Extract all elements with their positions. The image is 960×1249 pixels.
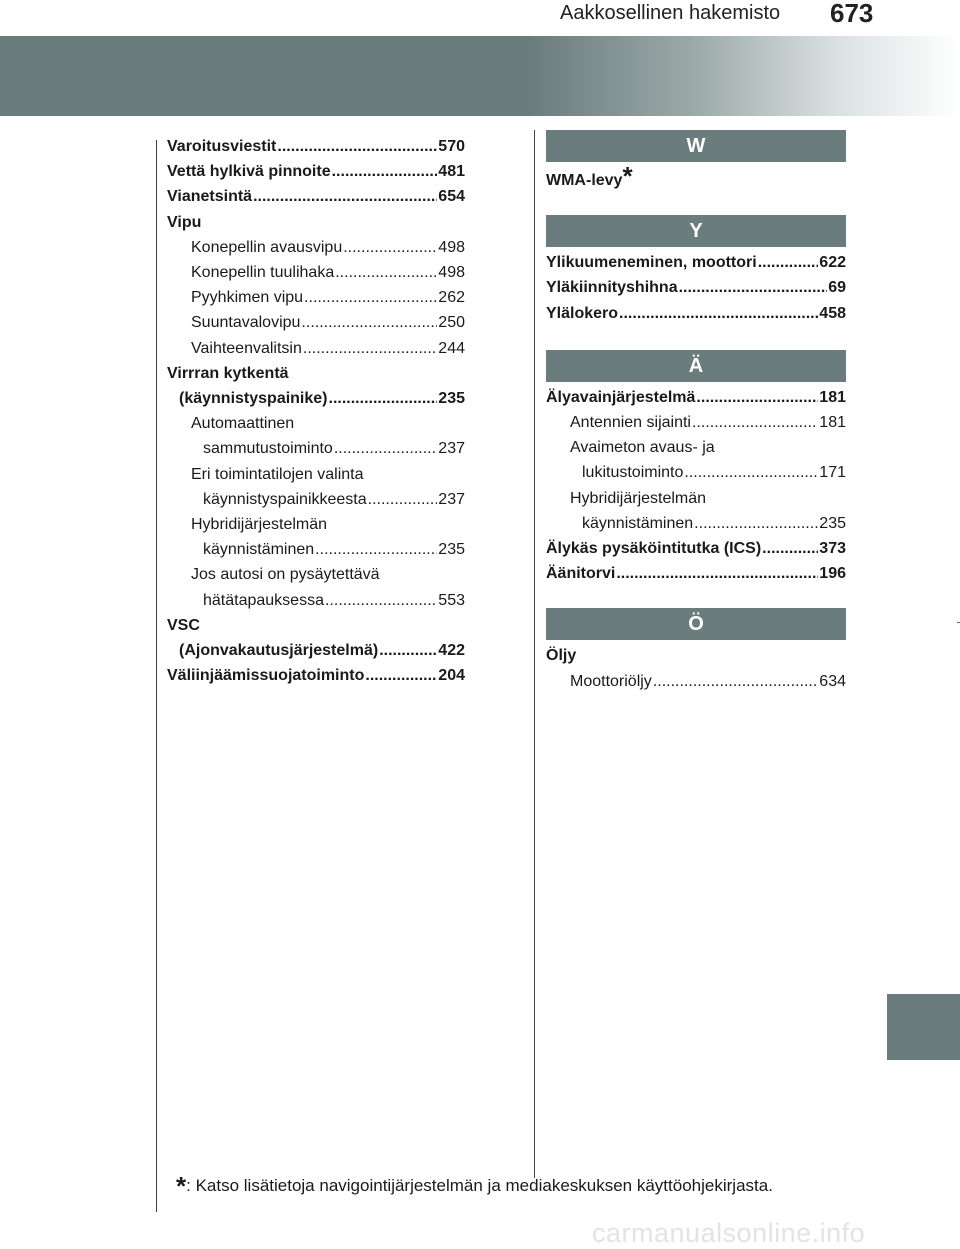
page-number: 673 [830,0,874,28]
footnote-mark: * [622,161,633,191]
entry-page: 262 [438,289,465,307]
entry-label: WMA-levy [546,172,623,189]
index-subheading: Hybridijärjestelmän [191,516,328,534]
letter-heading-w: W [546,130,846,162]
entry-page: 181 [819,414,846,432]
entry-page: 244 [438,339,465,357]
index-heading: Vipu [167,213,202,231]
index-entry [167,134,465,159]
entry-label: käynnistäminen [203,541,315,559]
header-banner [0,36,960,116]
entry-label: Vaihteenvalitsin [191,339,302,357]
index-subentry [167,336,465,361]
letter-heading-ae: Ä [546,350,846,382]
index-subentry [167,537,465,562]
entry-label: Pyyhkimen vipu [191,289,304,307]
index-entry [167,638,465,663]
entry-page: 458 [819,304,846,322]
index-heading: VSC [167,616,200,634]
entry-label: Älykäs pysäköintitutka (ICS) [546,540,762,558]
section-title: Aakkosellinen hakemisto [560,2,781,24]
entry-page: 570 [438,138,465,155]
entry-label: Älyavainjärjestelmä [546,388,696,406]
entry-label: (käynnistyspainike) [179,390,328,408]
index-entry [546,561,846,586]
letter-heading-oe: Ö [546,608,846,640]
entry-page: 498 [438,238,465,256]
entry-page: 250 [438,314,465,332]
entry-label: Moottoriöljy [570,672,652,690]
entry-label: Väliinjäämissuojatoiminto [167,667,365,685]
entry-page: 373 [819,540,846,558]
index-subheading: Eri toimintatilojen valinta [191,465,364,483]
entry-page: 204 [438,667,465,685]
index-subentry [167,310,465,335]
page-header [0,0,960,36]
entry-page: 235 [819,514,846,532]
index-subheading: Jos autosi on pysäytettävä [191,566,380,584]
entry-page: 422 [438,642,465,660]
entry-label: Vianetsintä [167,188,253,206]
entry-label: sammutustoiminto [203,440,333,458]
entry-label: käynnistäminen [582,514,694,532]
entry-label: Konepellin avausvipu [191,238,343,256]
footnote-text: : Katso lisätietoja navigointijärjestelmän ja mediakeskuksen käyttöohjekirjasta. [186,1176,773,1195]
index-subentry [167,260,465,285]
entry-label: Vettä hylkivä pinnoite [167,163,331,181]
entry-label: Ylälokero [546,304,619,322]
index-subheading: Hybridijärjestelmän [570,489,707,507]
index-entry [167,386,465,411]
chapter-tab [887,994,960,1060]
entry-label: Konepellin tuulihaka [191,264,335,282]
index-subentry [546,460,846,485]
footnote-mark: * [176,1171,187,1201]
entry-page: 481 [438,163,465,181]
entry-page: 237 [438,440,465,458]
index-column-left [167,134,465,688]
entry-label: Suuntavalovipu [191,314,301,332]
entry-page: 553 [438,591,465,609]
index-subheading: Automaattinen [191,415,295,433]
entry-label: käynnistyspainikkeesta [203,490,367,508]
index-entry [546,275,846,300]
entry-label: Äänitorvi [546,565,616,583]
index-subentry [167,436,465,461]
entry-page: 235 [438,390,465,408]
index-subentry [167,235,465,260]
index-entry [546,385,846,410]
entry-page: 622 [819,254,846,272]
index-entry [546,301,846,326]
entry-page: 634 [819,672,846,690]
entry-label: Yläkiinnityshihna [546,279,678,297]
letter-heading-y: Y [546,215,846,247]
entry-page: 196 [819,565,846,583]
index-entry [546,536,846,561]
index-entry [167,159,465,184]
entry-label: hätätapauksessa [203,591,324,609]
index-subentry [546,669,846,694]
entry-label: Antennien sijainti [570,414,691,432]
entry-label: (Ajonvakautusjärjestelmä) [179,642,379,660]
index-entry [167,184,465,209]
index-column-right [546,130,846,694]
index-entry [546,250,846,275]
entry-page: 498 [438,264,465,282]
entry-page: 237 [438,490,465,508]
footnote [176,1171,773,1201]
index-entry [167,663,465,688]
entry-label: lukitustoiminto [582,464,684,482]
index-entry-wma [546,161,846,193]
entry-page: 235 [438,541,465,559]
index-heading: Öljy [546,647,577,665]
index-subentry [167,487,465,512]
entry-page: 171 [819,464,846,482]
entry-page: 654 [438,188,465,206]
index-heading: Virrran kytkentä [167,364,289,382]
watermark: carmanualsonline.info [592,1218,866,1248]
entry-page: 181 [819,388,846,406]
entry-label: Varoitusviestit [167,138,277,155]
index-subentry [546,511,846,536]
index-subentry [167,588,465,613]
column-divider [534,130,535,1178]
index-subentry [546,410,846,435]
index-subheading: Avaimeton avaus- ja [570,439,715,457]
entry-page: 69 [828,279,846,297]
index-subentry [167,285,465,310]
entry-label: Ylikuumeneminen, moottori [546,254,757,272]
left-rule [156,140,157,1212]
